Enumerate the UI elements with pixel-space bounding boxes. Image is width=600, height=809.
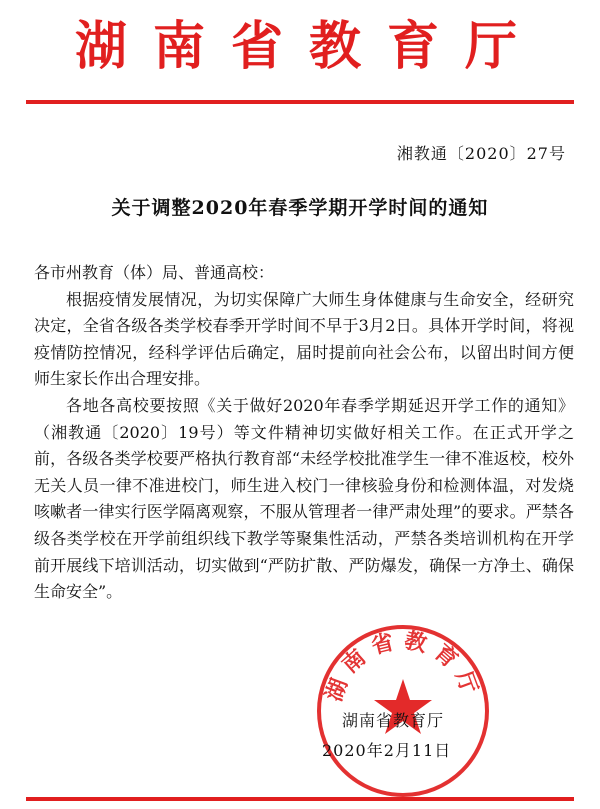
svg-text:湖南省教育厅: 湖南省教育厅 <box>321 628 485 705</box>
document-title: 关于调整2020年春季学期开学时间的通知 <box>111 197 489 219</box>
body-paragraph-2: 各地各高校要按照《关于做好2020年春季学期延迟开学工作的通知》（湘教通〔2020〕19号）等文件精神切实做好相关工作。在正式开学之前，各级各类学校要严格执行教育部“未经学校批准学生一律不准返校，校外无关人员一律不准进校门，师生进入校门一律核验身份和检测体温，对发烧咳嗽者一律实行医学隔离观察，不服从管理者一律严肃处理”的要求。严禁各级各类学校在开学前组织线下教学等聚集性活动，严禁各类培训机构在开学前开展线下培训活动，切实做到“严防扩散、严防爆发，确保一方净土、确保生命安全”。 <box>34 395 574 602</box>
body-paragraph-1: 根据疫情发展情况，为切实保障广大师生身体健康与生命安全，经研究决定，全省各级各类学校春季开学时间不早于3月2日。具体开学时间，将视疫情防控情况，经科学评估后确定，届时提前向社会公布，以留出时间方便师生家长作出合理安排。 <box>34 289 574 389</box>
document-number: 湘教通〔2020〕27号 <box>396 144 566 163</box>
signature-organization: 湖南省教育厅 <box>342 711 445 730</box>
salutation: 各市州教育（体）局、普通高校： <box>34 263 275 282</box>
header-red-rule <box>26 100 574 104</box>
signature-date: 2020年2月11日 <box>322 741 452 760</box>
document-body <box>34 260 574 606</box>
agency-header-title: 湖南省教育厅 <box>74 17 543 77</box>
footer-red-rule <box>26 797 574 801</box>
